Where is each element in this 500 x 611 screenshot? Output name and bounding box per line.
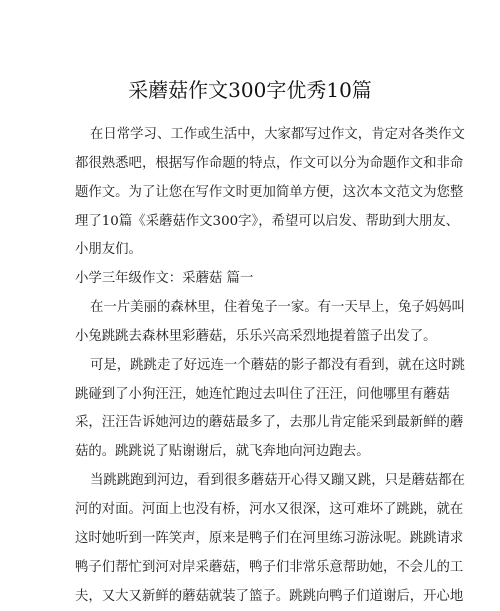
text-line: 小兔跳跳去森林里彩蘑菇，乐乐兴高采烈地提着篮子出发了。 (75, 323, 435, 352)
text-line: 夫，又大又新鲜的蘑菇就装了篮子。跳跳向鸭子们道谢后，开心地 (75, 583, 435, 611)
text-line: 采，汪汪告诉她河边的蘑菇最多了，去那儿肯定能采到最新鲜的蘑 (75, 409, 435, 438)
text-line: 理了10篇《采蘑菇作文300字》，希望可以启发、帮助到大朋友、 (75, 208, 435, 237)
text-line: 在日常学习、工作或生活中，大家都写过作文，肯定对各类作文 (75, 121, 435, 150)
document-body (75, 121, 435, 611)
text-line: 跳碰到了小狗汪汪，她连忙跑过去叫住了汪汪，问他哪里有蘑菇 (75, 381, 435, 410)
section-heading: 小学三年级作文：采蘑菇 篇一 (75, 265, 435, 294)
text-line: 鸭子们帮忙到河对岸采蘑菇，鸭子们非常乐意帮助她，不会儿的工 (75, 554, 435, 583)
text-line: 在一片美丽的森林里，住着兔子一家。有一天早上，兔子妈妈叫 (75, 294, 435, 323)
text-line: 都很熟悉吧，根据写作命题的特点，作文可以分为命题作文和非命 (75, 150, 435, 179)
text-line: 这时她听到一阵笑声，原来是鸭子们在河里练习游泳呢。跳跳请求 (75, 525, 435, 554)
text-line: 小朋友们。 (75, 236, 435, 265)
text-line: 当跳跳跑到河边，看到很多蘑菇开心得又蹦又跳，只是蘑菇都在 (75, 467, 435, 496)
text-line: 题作文。为了让您在写作文时更加简单方便，这次本文范文为您整 (75, 179, 435, 208)
text-line: 菇的。跳跳说了贴谢谢后，就飞奔地向河边跑去。 (75, 438, 435, 467)
document-title: 采蘑菇作文300字优秀10篇 (0, 76, 500, 104)
text-line: 可是，跳跳走了好远连一个蘑菇的影子都没有看到，就在这时跳 (75, 352, 435, 381)
text-line: 河的对面。河面上也没有桥，河水又很深，这可难坏了跳跳，就在 (75, 496, 435, 525)
